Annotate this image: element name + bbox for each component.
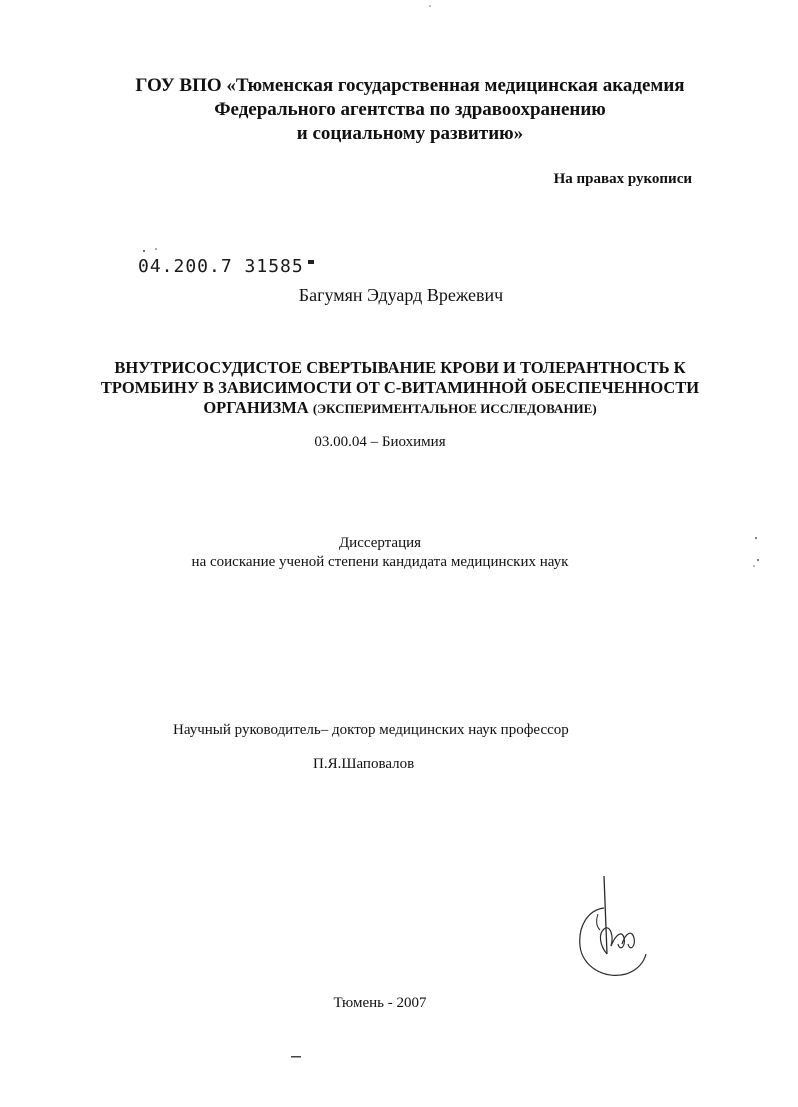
document-kind-line-1: Диссертация <box>338 535 422 551</box>
dissertation-title <box>90 358 710 419</box>
archive-number-stamp <box>138 256 314 277</box>
supervisor-name: П.Я.Шаповалов <box>313 756 415 772</box>
specialty-code: 03.00.04 – Биохимия <box>314 434 446 450</box>
institution-header <box>0 74 798 146</box>
title-line-3 <box>90 398 710 419</box>
supervisor-title: Научный руководитель– доктор медицинских наук профессор <box>173 722 569 738</box>
document-kind <box>0 534 760 572</box>
title-line-1: ВНУТРИСОСУДИСТОЕ СВЕРТЫВАНИЕ КРОВИ И ТОЛЕРАНТНОСТЬ К <box>114 358 686 377</box>
document-kind-line-2: на соискание ученой степени кандидата медицинских наук <box>191 554 569 570</box>
author-name-text: Багумян Эдуард Врежевич <box>298 285 504 305</box>
title-line-2: ТРОМБИНУ В ЗАВИСИМОСТИ ОТ С-ВИТАМИННОЙ ОБЕСПЕЧЕННОСТИ <box>100 378 700 397</box>
institution-line-2: Федерального агентства по здравоохранению <box>214 99 606 120</box>
archive-number-text: 04.200.7 31585 <box>138 256 304 277</box>
title-line-3-subtitle: (ЭКСПЕРИМЕНТАЛЬНОЕ ИССЛЕДОВАНИЕ) <box>312 401 597 416</box>
place-and-year: Тюмень - 2007 <box>333 995 427 1011</box>
author-name <box>0 285 798 306</box>
handwritten-signature-icon <box>574 874 654 984</box>
institution-line-1: ГОУ ВПО «Тюменская государственная медицинская академия <box>135 75 685 96</box>
title-line-3-main: ОРГАНИЗМА <box>203 398 309 417</box>
stamp-mark-icon <box>308 260 314 264</box>
institution-line-3: и социальному развитию» <box>296 123 524 144</box>
manuscript-rights-note: На правах рукописи <box>553 171 692 187</box>
